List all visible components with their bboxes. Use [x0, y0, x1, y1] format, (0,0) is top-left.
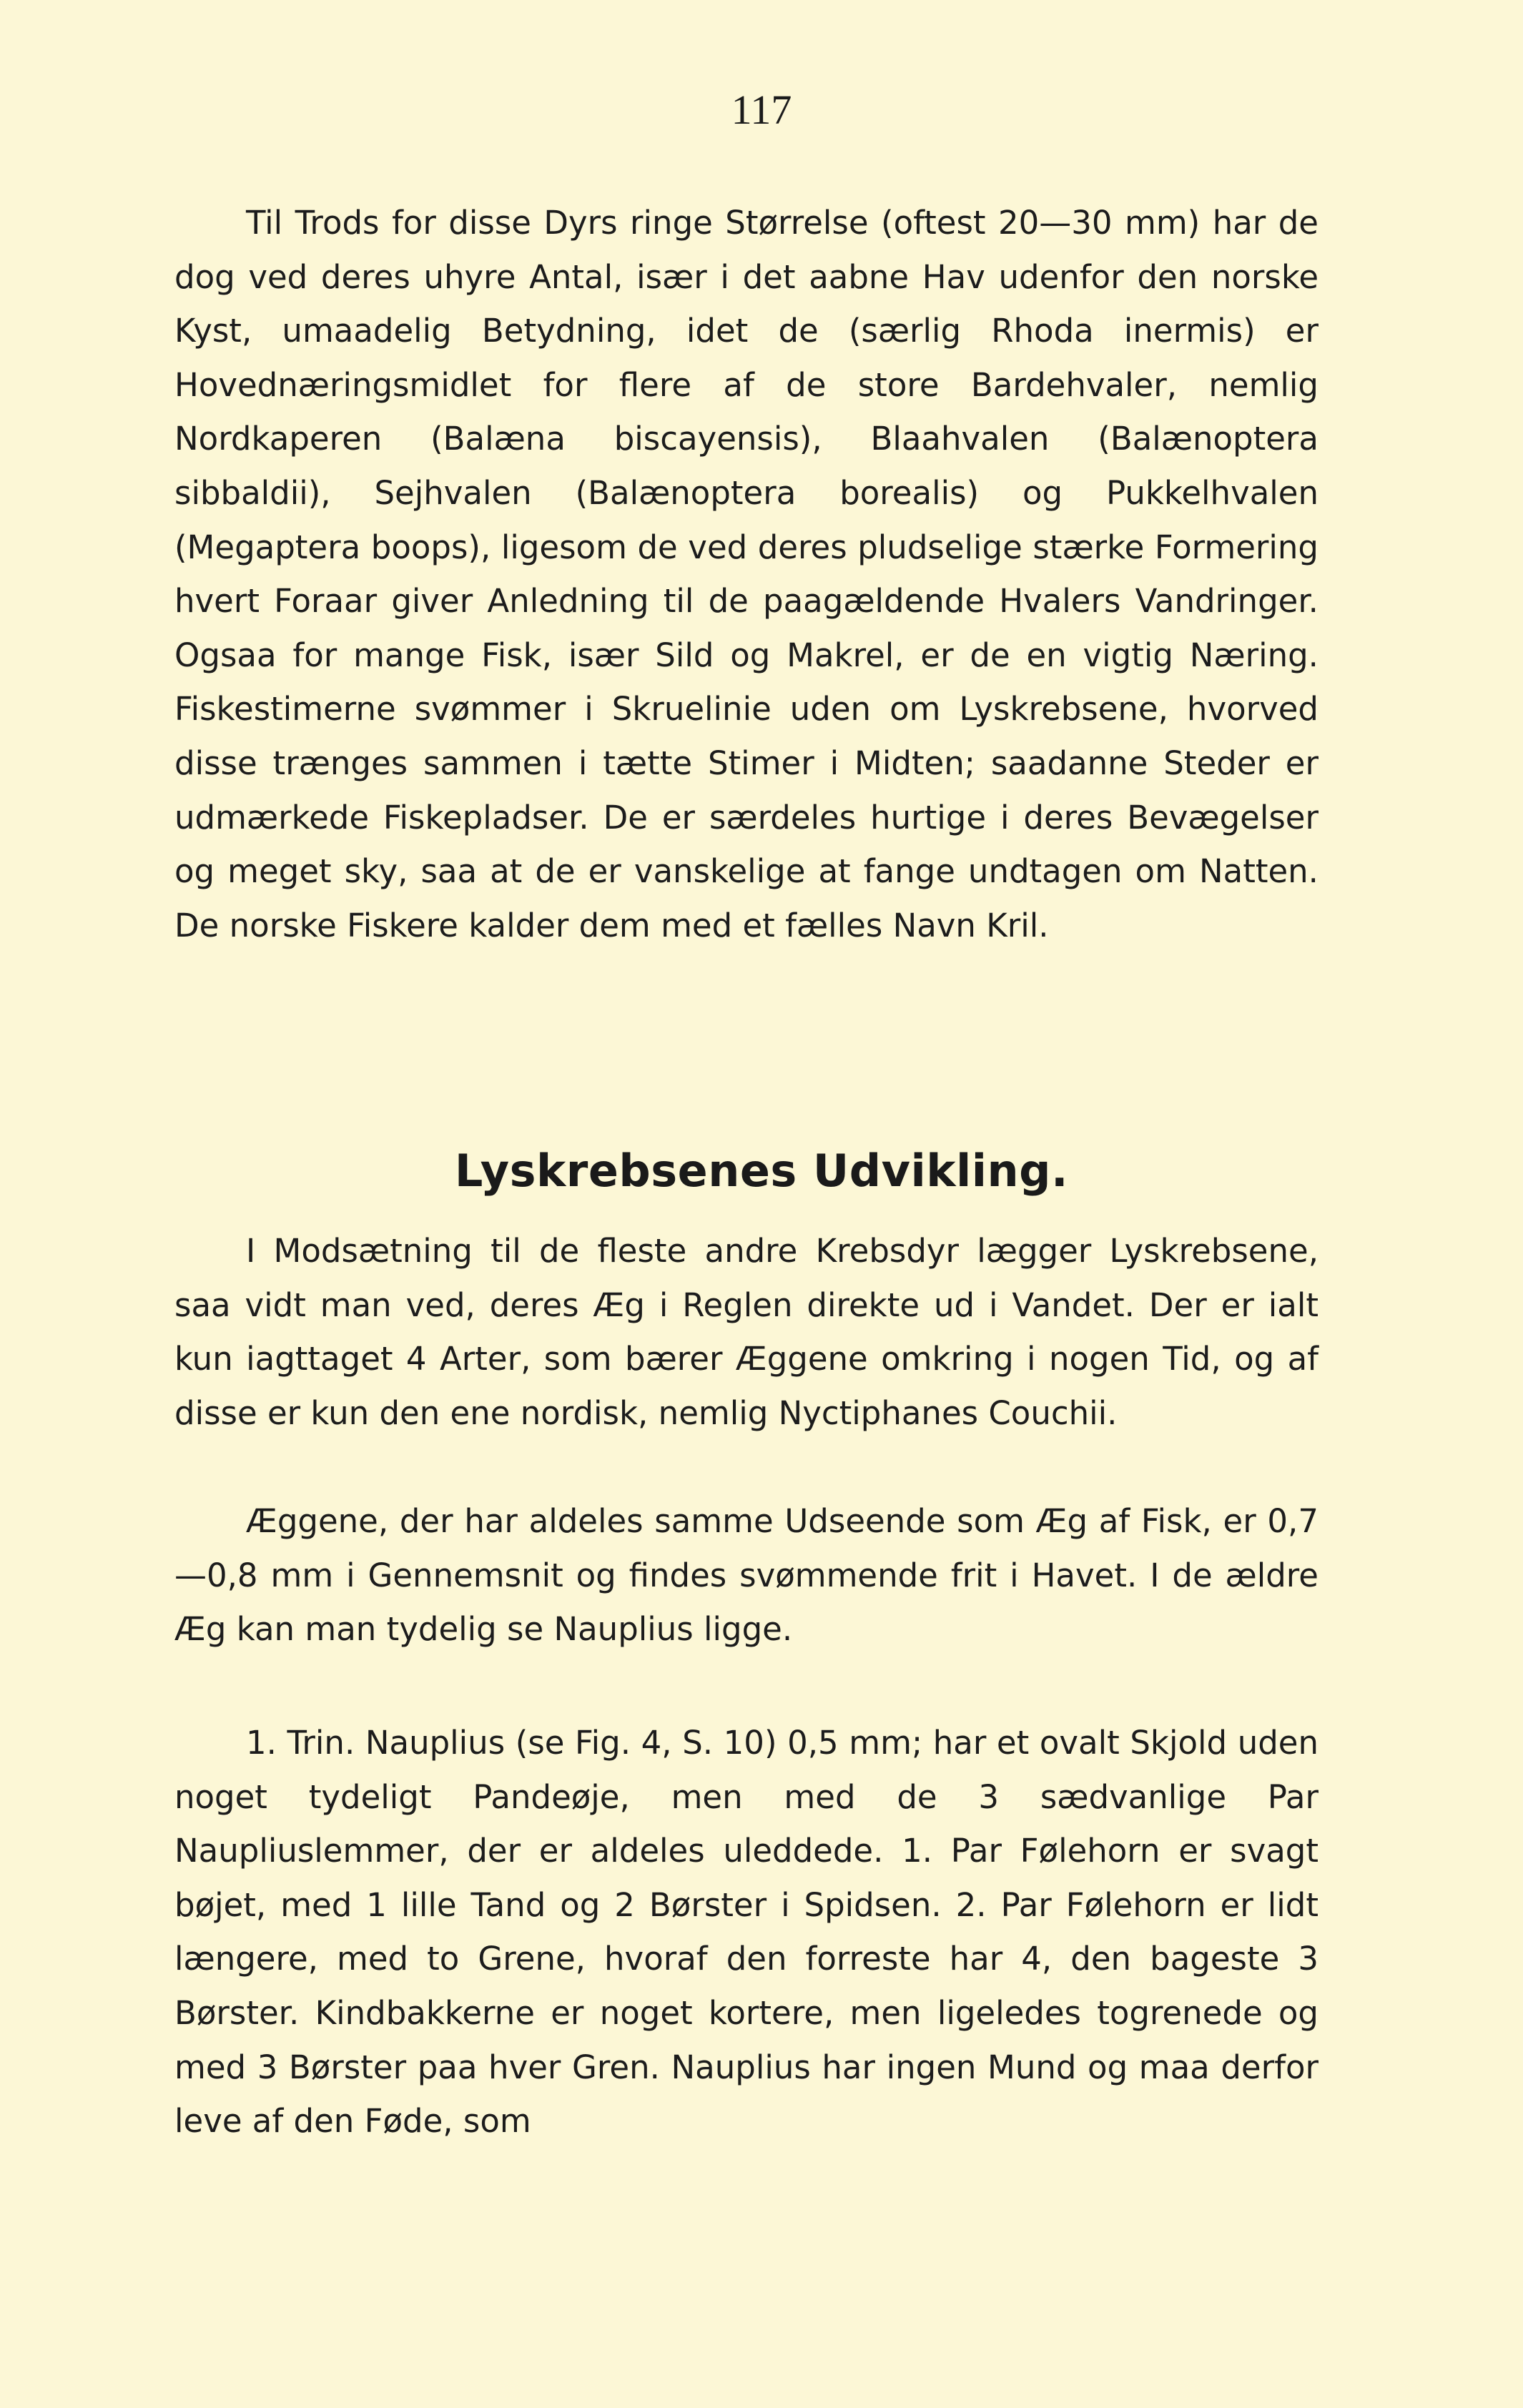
paragraph: Til Trods for disse Dyrs ringe Størrelse (oftest 20—30 mm) har de dog ved deres uhyre Antal, især i det aabne Hav udenfor den norske Kyst, umaadelig Betydning, idet de (særlig Rhoda inermis) er Hovednæringsmidlet for flere af de store Bardehvaler, nemlig Nordkaperen (Balæna biscayensis), Blaahvalen (Balænoptera sibbaldii), Sejhvalen (Balænoptera borealis) og Pukkelhvalen (Megaptera boops), ligesom de ved deres pludselige stærke Formering hvert Foraar giver Anledning til de paagældende Hvalers Vandringer. Ogsaa for mange Fisk, især Sild og Makrel, er de en vigtig Næring. Fiskestimerne svømmer i Skruelinie uden om Lyskrebsene, hvorved disse trænges sammen i tætte Stimer i Midten; saadanne Steder er udmærkede Fiskepladser. De er særdeles hurtige i deres Bevægelser og meget sky, saa at de er vanskelige at fange undtagen om Natten. De norske Fiskere kalder dem med et fælles Navn Kril. — [174, 204, 1319, 944]
paragraph: I Modsætning til de fleste andre Krebsdyr lægger Lyskrebsene, saa vidt man ved, deres Æg i Reglen direkte ud i Vandet. Der er ialt kun iagttaget 4 Arter, som bærer Æggene omkring i nogen Tid, og af disse er kun den ene nordisk, nemlig Nyctiphanes Couchii. — [174, 1232, 1319, 1432]
paragraph: 1. Trin. Nauplius (se Fig. 4, S. 10) 0,5 mm; har et ovalt Skjold uden noget tydeligt Pandeøje, men med de 3 sædvanlige Par Naupliuslemmer, der er aldeles uleddede. 1. Par Følehorn er svagt bøjet, med 1 lille Tand og 2 Børster i Spidsen. 2. Par Følehorn er lidt længere, med to Grene, hvoraf den forreste har 4, den bageste 3 Børster. Kindbakkerne er noget kortere, men ligeledes togrenede og med 3 Børster paa hver Gren. Nauplius har ingen Mund og maa derfor leve af den Føde, som — [174, 1724, 1319, 2141]
paragraph-1-block — [174, 196, 1319, 952]
page-number: 117 — [731, 87, 792, 133]
section-heading: Lyskrebsenes Udvikling. — [454, 1145, 1069, 1197]
paragraph-3-block — [174, 1494, 1319, 1657]
paragraph: Æggene, der har aldeles samme Udseende som Æg af Fisk, er 0,7—0,8 mm i Gennemsnit og findes svømmende frit i Havet. I de ældre Æg kan man tydelig se Nauplius ligge. — [174, 1502, 1319, 1649]
paragraph-4-block — [174, 1716, 1319, 2148]
paragraph-2-block — [174, 1224, 1319, 1440]
